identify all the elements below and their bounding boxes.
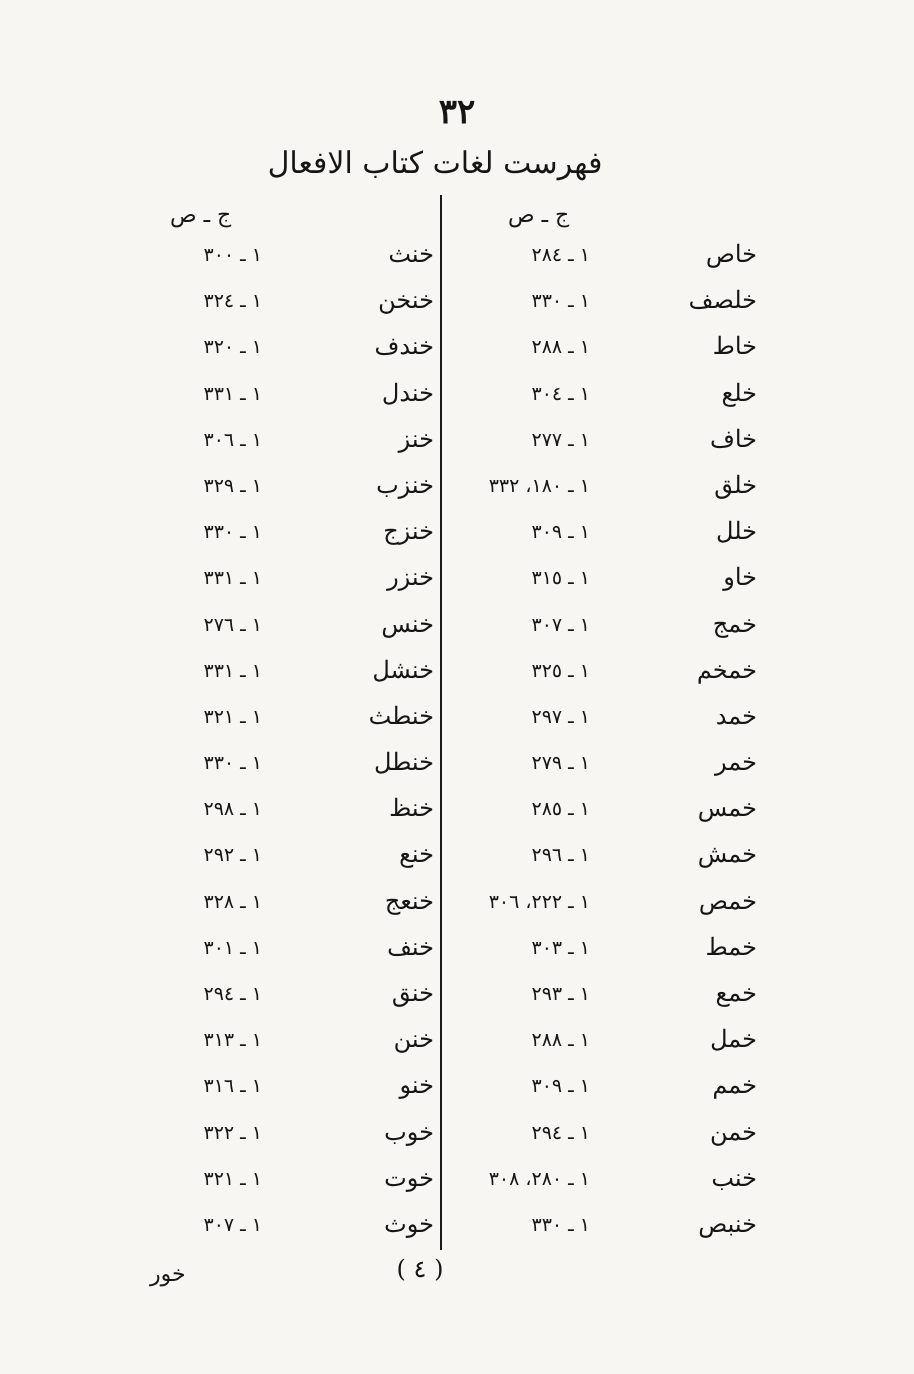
index-entry [455, 1071, 895, 1117]
entry-word: خنن [393, 1025, 434, 1054]
catchword: خور [150, 1262, 186, 1287]
index-entry [455, 610, 895, 656]
index-entry [455, 379, 895, 425]
index-entry [10, 517, 450, 563]
index-entry [10, 286, 450, 332]
entry-reference: ١ ـ ٣٠٧ [531, 613, 590, 636]
entry-word: خوت [384, 1163, 434, 1192]
entry-word: خنطث [368, 701, 434, 730]
entry-reference: ١ ـ ٢٩٣ [531, 983, 590, 1005]
index-entry [10, 1164, 450, 1210]
right-index-column [455, 240, 895, 1256]
entry-word: خنو [399, 1071, 434, 1100]
index-entry [455, 794, 895, 840]
entry-reference: ١ ـ ٢٨٥ [531, 798, 590, 821]
entry-reference: ١ ـ ٣٢٨ [203, 890, 262, 913]
index-entry [455, 1164, 895, 1210]
entry-word: خنزر [387, 563, 434, 592]
entry-reference: ١ ـ ٣٠٠ [203, 244, 262, 266]
entry-word: خلع [721, 378, 757, 407]
index-entry [455, 702, 895, 748]
index-entry [10, 563, 450, 609]
entry-word: خاو [723, 563, 757, 592]
index-entry [455, 933, 895, 979]
entry-word: خمن [710, 1117, 757, 1146]
entry-word: خمج [712, 609, 757, 638]
entry-reference: ١ ـ ٣٠٦ [203, 428, 262, 451]
entry-word: خمم [712, 1071, 757, 1100]
index-entry [10, 1025, 450, 1071]
entry-reference: ١ ـ ٣٢٥ [531, 659, 590, 682]
entry-reference: ١ ـ ٣٣٠ [203, 752, 262, 775]
entry-word: خنث [388, 240, 434, 268]
entry-reference: ١ ـ ٢٧٩ [531, 752, 590, 775]
entry-reference: ١ ـ ٣٣١ [203, 659, 262, 682]
entry-reference: ١ ـ ٢٩٦ [531, 844, 590, 867]
entry-reference: ١ ـ ٣٣١ [203, 567, 262, 590]
entry-word: خاف [709, 424, 757, 453]
entry-word: خوث [384, 1209, 434, 1238]
entry-word: خندل [381, 378, 434, 407]
index-entry [10, 1210, 450, 1256]
entry-reference: ١ ـ ٣٢١ [203, 1167, 262, 1190]
entry-reference: ١ ـ ٣٢٠ [203, 336, 262, 359]
index-entry [10, 887, 450, 933]
page-number: ٣٢ [438, 92, 476, 132]
entry-reference: ١ ـ ٢٨٤ [531, 244, 590, 266]
entry-word: خمخم [696, 655, 757, 684]
entry-word: خلصف [688, 286, 757, 315]
entry-word: خلل [716, 517, 757, 546]
entry-word: خنشل [372, 655, 434, 684]
entry-word: خنب [711, 1163, 757, 1192]
entry-reference: ١ ـ ٢٨٨ [531, 336, 590, 359]
entry-reference: ١ ـ ٣٢٤ [203, 290, 262, 313]
index-entry [10, 1118, 450, 1164]
index-entry [10, 1071, 450, 1117]
entry-reference: ١ ـ ٣٣٠ [531, 1213, 590, 1236]
entry-word: خوب [384, 1117, 434, 1146]
entry-word: خمد [715, 701, 757, 730]
index-entry [455, 656, 895, 702]
entry-word: خمع [715, 979, 757, 1007]
entry-word: خاص [705, 240, 757, 268]
entry-reference: ١ ـ ٣٣١ [203, 382, 262, 405]
entry-reference: ١ ـ ٢٩٧ [531, 705, 590, 728]
index-entry [10, 794, 450, 840]
entry-reference: ١ ـ ٣٣٠ [203, 521, 262, 544]
index-entry [455, 240, 895, 286]
entry-word: خنزب [376, 470, 434, 499]
index-entry [10, 748, 450, 794]
index-entry [10, 610, 450, 656]
entry-reference: ١ ـ ٢٧٦ [203, 613, 262, 636]
entry-reference: ١ ـ ٢٩٨ [203, 798, 262, 821]
entry-word: خلق [714, 470, 757, 499]
entry-reference: ١ ـ ١٨٠، ٣٣٢ [488, 474, 590, 497]
entry-reference: ١ ـ ٣٠٣ [531, 936, 590, 959]
entry-word: خنبص [698, 1209, 757, 1238]
entry-reference: ١ ـ ٣٠٩ [531, 1075, 590, 1098]
index-entry [10, 979, 450, 1025]
index-entry [455, 979, 895, 1025]
page-title: فهرست لغات كتاب الافعال [267, 146, 603, 181]
index-entry [455, 840, 895, 886]
right-column-header: ج ـ ص [508, 203, 570, 228]
entry-word: خمص [698, 886, 757, 915]
entry-word: خنخن [378, 286, 434, 315]
index-entry [10, 702, 450, 748]
entry-reference: ١ ـ ٣١٥ [531, 567, 590, 590]
left-column-header: ج ـ ص [170, 203, 232, 228]
index-entry [10, 379, 450, 425]
entry-word: خاط [712, 332, 757, 361]
entry-word: خنس [381, 609, 434, 638]
left-index-column [10, 240, 450, 1256]
entry-word: خمس [697, 794, 757, 823]
index-entry [455, 471, 895, 517]
entry-reference: ١ ـ ٢٩٤ [203, 983, 262, 1005]
entry-reference: ١ ـ ٢٨٨ [531, 1029, 590, 1052]
entry-reference: ١ ـ ٣٢٩ [203, 474, 262, 497]
index-entry [10, 425, 450, 471]
entry-word: خندف [374, 332, 434, 361]
entry-reference: ١ ـ ٢٨٠، ٣٠٨ [488, 1167, 590, 1190]
index-entry [10, 933, 450, 979]
index-entry [455, 517, 895, 563]
entry-reference: ١ ـ ٢٢٢، ٣٠٦ [488, 890, 590, 913]
entry-reference: ١ ـ ٢٩٢ [203, 844, 262, 867]
entry-word: خنطل [374, 748, 434, 777]
entry-reference: ١ ـ ٣٠٤ [531, 382, 590, 405]
entry-reference: ١ ـ ٣١٦ [203, 1075, 262, 1098]
index-entry [10, 840, 450, 886]
index-entry [455, 286, 895, 332]
entry-reference: ١ ـ ٣٢٢ [203, 1121, 262, 1144]
index-entry [10, 656, 450, 702]
entry-word: خنق [391, 979, 434, 1007]
entry-reference: ١ ـ ٢٧٧ [531, 428, 590, 451]
entry-reference: ١ ـ ٢٩٤ [531, 1121, 590, 1144]
entry-word: خنز [398, 424, 434, 453]
index-entry [455, 1118, 895, 1164]
index-entry [10, 471, 450, 517]
index-entry [455, 425, 895, 471]
entry-word: خمش [697, 840, 757, 869]
entry-reference: ١ ـ ٣١٣ [203, 1029, 262, 1052]
index-entry [455, 1210, 895, 1256]
index-entry [455, 1025, 895, 1071]
entry-word: خنعج [384, 886, 434, 915]
index-entry [455, 887, 895, 933]
signature-mark: ( ٤ ) [396, 1255, 444, 1283]
entry-word: خنف [387, 932, 434, 961]
entry-word: خنع [399, 840, 434, 869]
entry-word: خمل [710, 1025, 757, 1054]
entry-reference: ١ ـ ٣٢١ [203, 705, 262, 728]
index-entry [10, 332, 450, 378]
entry-reference: ١ ـ ٣٠٩ [531, 521, 590, 544]
index-entry [455, 332, 895, 378]
entry-reference: ١ ـ ٣٣٠ [531, 290, 590, 313]
index-entry [455, 748, 895, 794]
index-entry [455, 563, 895, 609]
entry-word: خنزج [383, 517, 434, 546]
entry-word: خمر [715, 748, 757, 777]
entry-word: خمط [705, 932, 757, 961]
index-entry [10, 240, 450, 286]
entry-word: خنظ [389, 794, 434, 823]
entry-reference: ١ ـ ٣٠١ [203, 936, 262, 959]
entry-reference: ١ ـ ٣٠٧ [203, 1213, 262, 1236]
